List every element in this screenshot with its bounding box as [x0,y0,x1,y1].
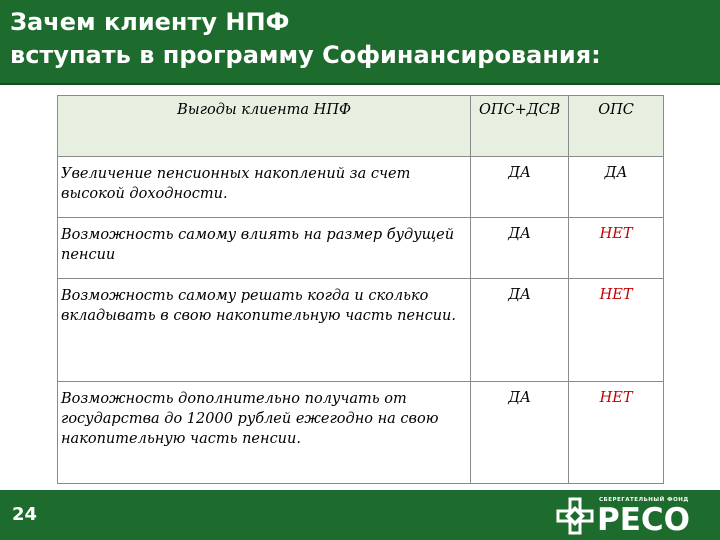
cross-icon [556,497,594,535]
table-row [58,157,664,218]
logo-subtitle: СБЕРЕГАТЕЛЬНЫЙ ФОНД [599,497,689,503]
ops-cell: ДА [569,157,664,218]
page-number: 24 [12,504,38,525]
column-header-ops: ОПС [569,96,664,157]
ops-cell: НЕТ [569,218,664,279]
ops-dsv-cell: ДА [471,157,569,218]
benefit-cell: Возможность самому влиять на размер будущей пенсии [58,218,471,279]
logo-name: РЕСО [597,502,690,538]
column-header-benefit: Выгоды клиента НПФ [58,96,471,157]
column-header-ops-dsv: ОПС+ДСВ [471,96,569,157]
ops-dsv-cell: ДА [471,218,569,279]
slide-title: Зачем клиенту НПФ вступать в программу Софинансирования: [10,8,601,69]
table-header-row [58,96,664,157]
slide-footer [0,490,720,540]
ops-dsv-cell: ДА [471,279,569,382]
ops-cell: НЕТ [569,279,664,382]
table-row [58,382,664,484]
ops-dsv-cell: ДА [471,382,569,484]
benefit-cell: Возможность дополнительно получать от государства до 12000 рублей ежегодно на свою накопительную часть пенсии. [58,382,471,484]
benefit-cell: Возможность самому решать когда и сколько вкладывать в свою накопительную часть пенсии. [58,279,471,382]
ops-cell: НЕТ [569,382,664,484]
table-row [58,218,664,279]
benefit-cell: Увеличение пенсионных накоплений за счет высокой доходности. [58,157,471,218]
slide-header [0,0,720,85]
reso-logo [556,495,716,537]
table-row [58,279,664,382]
benefits-table [57,95,664,484]
